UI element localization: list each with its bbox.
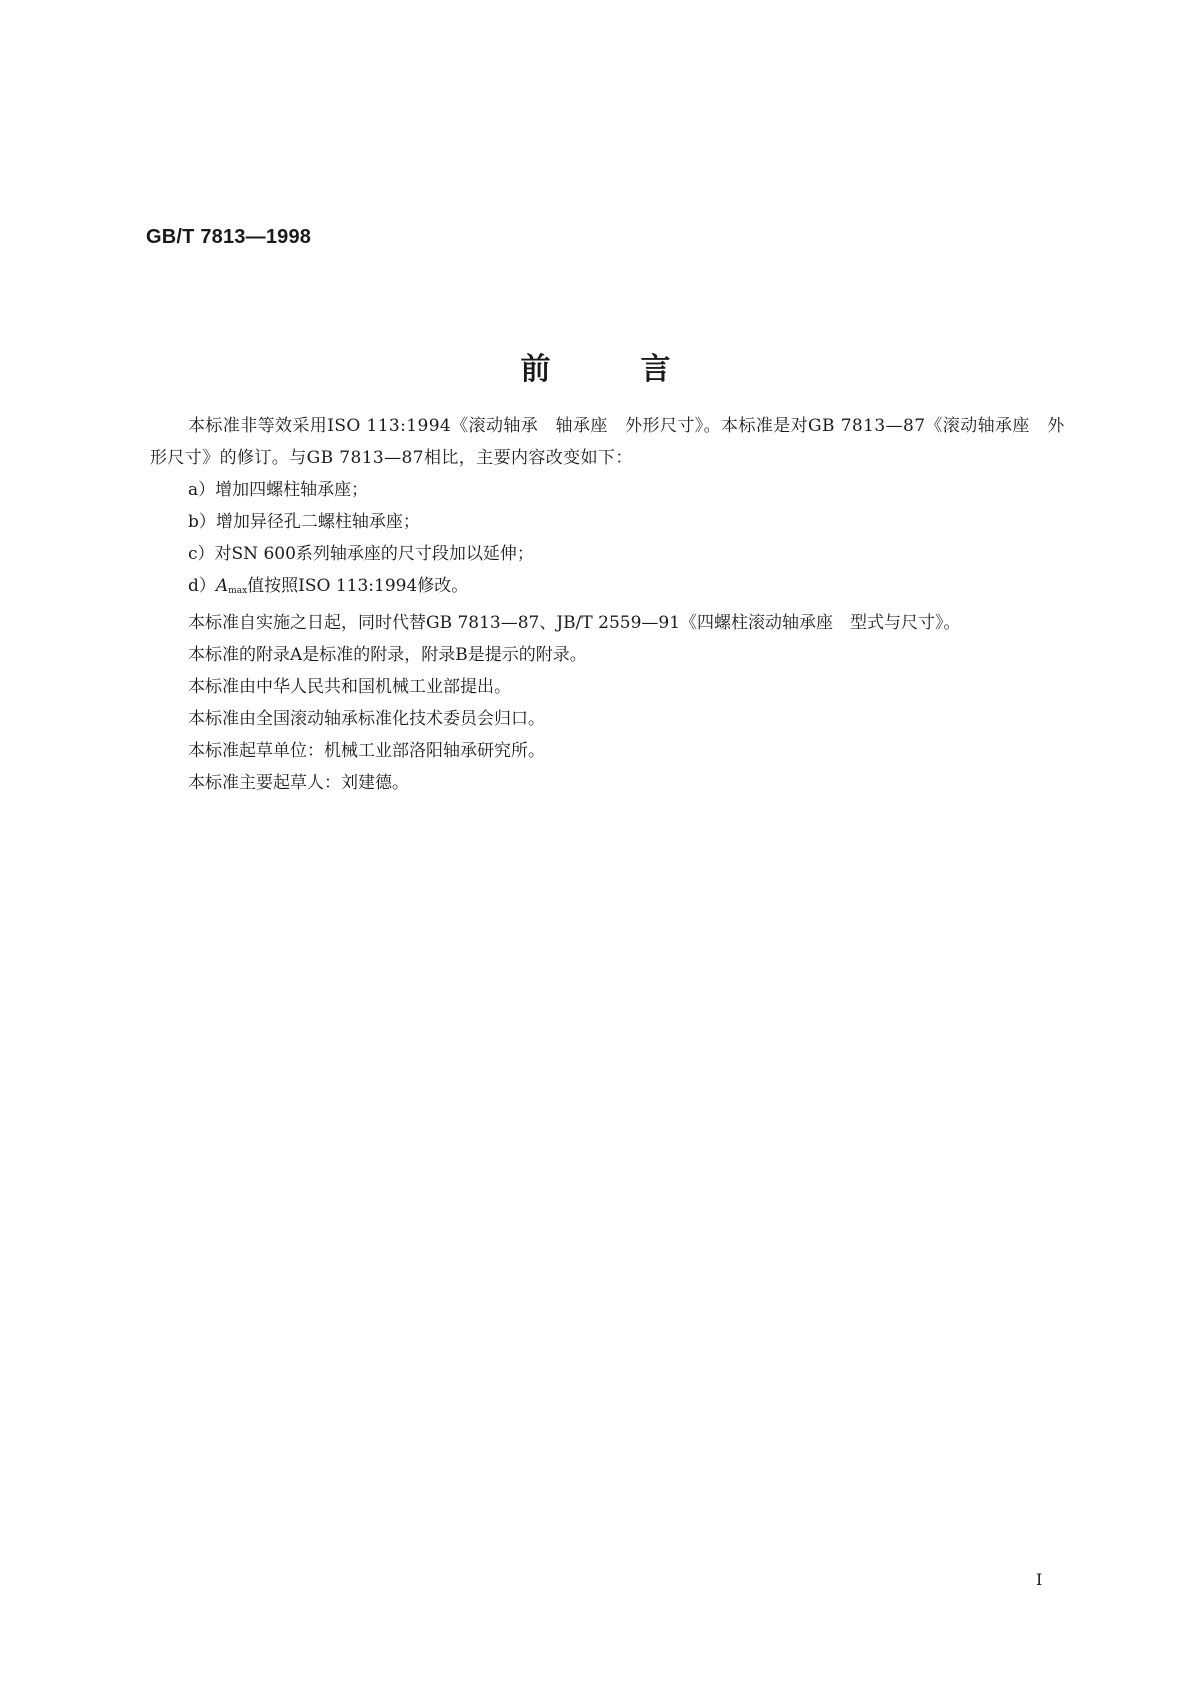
paragraph-proposer: 本标准由中华人民共和国机械工业部提出。 <box>188 677 511 697</box>
list-item-d-text: 值按照ISO 113:1994修改。 <box>247 576 469 596</box>
list-item-b: b）增加异径孔二螺柱轴承座； <box>188 512 420 532</box>
symbol-subscript-max: max <box>228 586 248 596</box>
paragraph-drafting-unit: 本标准起草单位：机械工业部洛阳轴承研究所。 <box>188 741 545 761</box>
list-item-a: a）增加四螺柱轴承座； <box>188 480 369 500</box>
list-item-d <box>150 570 1070 607</box>
paragraph-committee: 本标准由全国滚动轴承标准化技术委员会归口。 <box>188 709 545 729</box>
paragraph-drafter: 本标准主要起草人：刘建德。 <box>188 773 409 793</box>
list-item-d-prefix: d） <box>188 576 216 596</box>
page-title: 前言 <box>520 352 761 387</box>
symbol-a: A <box>215 576 229 596</box>
page-number: I <box>1036 1570 1043 1589</box>
paragraph-appendix: 本标准的附录A是标准的附录，附录B是提示的附录。 <box>188 645 587 665</box>
foreword-body <box>150 410 1070 799</box>
standard-number: GB/T 7813—1998 <box>146 226 312 248</box>
list-item-c: c）对SN 600系列轴承座的尺寸段加以延伸； <box>188 544 534 564</box>
paragraph-replacement: 本标准自实施之日起，同时代替GB 7813—87、JB/T 2559—91《四螺柱滚动轴承座 型式与尺寸》。 <box>188 613 961 633</box>
paragraph-adoption: 本标准非等效采用ISO 113:1994《滚动轴承 轴承座 外形尺寸》。本标准是对GB 7813—87《滚动轴承座 外形尺寸》的修订。与GB 7813—87相比，主要内容改变如下： <box>150 416 1065 468</box>
